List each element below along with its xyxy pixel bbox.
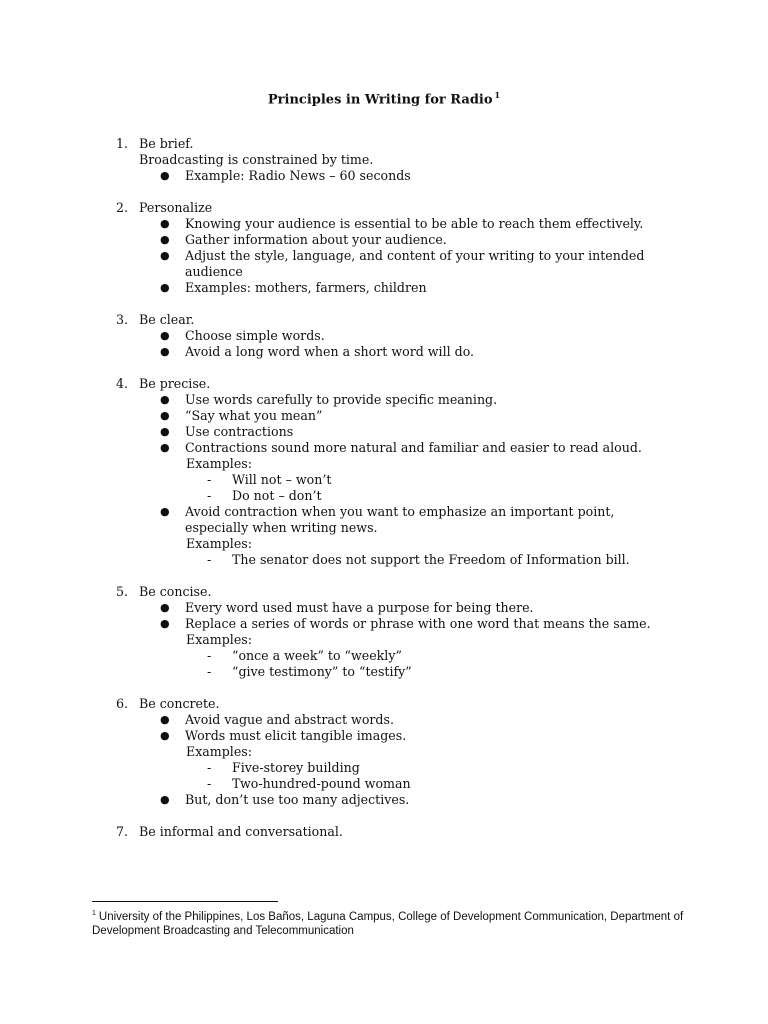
bullet-text: Knowing your audience is essential to be able to reach them effectively. bbox=[185, 216, 644, 231]
bullet-icon: ● bbox=[160, 169, 170, 182]
example-text: “once a week” to “weekly” bbox=[232, 648, 402, 663]
examples-label: Examples: bbox=[186, 456, 252, 471]
section-number: 3. bbox=[116, 312, 129, 327]
bullet-icon: ● bbox=[160, 441, 170, 454]
section-heading-text: Be precise. bbox=[139, 376, 211, 391]
bullet-text: Example: Radio News – 60 seconds bbox=[185, 168, 411, 183]
section-heading bbox=[0, 824, 768, 840]
example-item bbox=[0, 472, 768, 488]
title-footnote-mark: 1 bbox=[494, 90, 501, 100]
section-heading-text: Be brief. bbox=[139, 136, 194, 151]
section-heading bbox=[0, 696, 768, 712]
list-item bbox=[0, 584, 768, 680]
bullet-icon: ● bbox=[160, 217, 170, 230]
bullet-text: Words must elicit tangible images. bbox=[185, 728, 407, 743]
bullet-item bbox=[0, 408, 665, 424]
bullet-icon: ● bbox=[160, 729, 170, 742]
examples-label: Examples: bbox=[186, 536, 252, 551]
bullet-text: But, don’t use too many adjectives. bbox=[185, 792, 410, 807]
dash-icon: - bbox=[207, 664, 212, 679]
bullet-text: Choose simple words. bbox=[185, 328, 325, 343]
bullet-item bbox=[0, 712, 665, 728]
bullet-icon: ● bbox=[160, 329, 170, 342]
bullet-icon: ● bbox=[160, 409, 170, 422]
examples-label: Examples: bbox=[186, 632, 252, 647]
list-item bbox=[0, 824, 768, 840]
bullet-text: Avoid contraction when you want to emphasize an important point, especially when writing news. bbox=[185, 504, 615, 535]
bullet-item bbox=[0, 248, 665, 280]
bullet-item bbox=[0, 216, 665, 232]
list-item bbox=[0, 200, 768, 296]
bullet-icon: ● bbox=[160, 281, 170, 294]
bullet-text: Adjust the style, language, and content of your writing to your intended audience bbox=[185, 248, 645, 279]
section-number: 7. bbox=[116, 824, 129, 839]
bullet-item bbox=[0, 328, 665, 344]
bullet-item bbox=[0, 616, 665, 632]
footnote-text: University of the Philippines, Los Baños, Laguna Campus, College of Development Communication, Department of Development Broadcasting and Telecommunication bbox=[92, 910, 684, 937]
section-heading-text: Personalize bbox=[139, 200, 213, 215]
bullet-text: Use contractions bbox=[185, 424, 294, 439]
section-number: 5. bbox=[116, 584, 129, 599]
bullet-text: Avoid vague and abstract words. bbox=[185, 712, 394, 727]
dash-icon: - bbox=[207, 776, 212, 791]
dash-icon: - bbox=[207, 760, 212, 775]
example-item bbox=[0, 552, 768, 568]
bullet-item bbox=[0, 280, 665, 296]
bullet-item bbox=[0, 728, 665, 744]
bullet-text: Contractions sound more natural and familiar and easier to read aloud. bbox=[185, 440, 642, 455]
dash-icon: - bbox=[207, 552, 212, 567]
section-number: 2. bbox=[116, 200, 129, 215]
bullet-item bbox=[0, 600, 665, 616]
dash-icon: - bbox=[207, 648, 212, 663]
example-text: “give testimony” to “testify” bbox=[232, 664, 412, 679]
section-number: 6. bbox=[116, 696, 129, 711]
list-item bbox=[0, 312, 768, 360]
bullet-text: Gather information about your audience. bbox=[185, 232, 447, 247]
example-text: Will not – won’t bbox=[232, 472, 332, 487]
section-number: 1. bbox=[116, 136, 129, 151]
section-heading-text: Be informal and conversational. bbox=[139, 824, 343, 839]
bullet-text: Replace a series of words or phrase with one word that means the same. bbox=[185, 616, 651, 631]
section-number: 4. bbox=[116, 376, 129, 391]
bullet-icon: ● bbox=[160, 425, 170, 438]
example-item bbox=[0, 488, 768, 504]
section-heading bbox=[0, 200, 768, 216]
example-item bbox=[0, 760, 768, 776]
dash-icon: - bbox=[207, 488, 212, 503]
section-heading-text: Be clear. bbox=[139, 312, 195, 327]
example-text: The senator does not support the Freedom of Information bill. bbox=[232, 552, 630, 567]
bullet-icon: ● bbox=[160, 249, 170, 262]
list-item bbox=[0, 136, 768, 184]
bullet-item bbox=[0, 168, 665, 184]
section-heading bbox=[0, 584, 768, 600]
section-heading bbox=[0, 376, 768, 392]
section-heading-text: Be concise. bbox=[139, 584, 212, 599]
bullet-item bbox=[0, 232, 665, 248]
dash-icon: - bbox=[207, 472, 212, 487]
example-text: Two-hundred-pound woman bbox=[232, 776, 411, 791]
bullet-icon: ● bbox=[160, 617, 170, 630]
list-item bbox=[0, 376, 768, 568]
bullet-icon: ● bbox=[160, 505, 170, 518]
section-heading bbox=[0, 312, 768, 328]
footnote-mark: 1 bbox=[92, 910, 96, 917]
footnote-divider bbox=[92, 901, 278, 902]
bullet-item bbox=[0, 392, 665, 408]
bullet-text: Every word used must have a purpose for being there. bbox=[185, 600, 534, 615]
section-heading-text: Be concrete. bbox=[139, 696, 220, 711]
bullet-text: “Say what you mean” bbox=[185, 408, 323, 423]
bullet-text: Avoid a long word when a short word will do. bbox=[185, 344, 475, 359]
bullet-text: Use words carefully to provide specific meaning. bbox=[185, 392, 498, 407]
example-item bbox=[0, 648, 768, 664]
example-text: Five-storey building bbox=[232, 760, 360, 775]
bullet-icon: ● bbox=[160, 601, 170, 614]
bullet-icon: ● bbox=[160, 233, 170, 246]
example-item bbox=[0, 664, 768, 680]
bullet-item bbox=[0, 504, 665, 536]
section-heading bbox=[0, 136, 768, 152]
bullet-icon: ● bbox=[160, 793, 170, 806]
bullet-icon: ● bbox=[160, 713, 170, 726]
section-note: Broadcasting is constrained by time. bbox=[139, 152, 374, 167]
principles-list bbox=[0, 136, 768, 856]
bullet-item bbox=[0, 424, 665, 440]
list-item bbox=[0, 696, 768, 808]
example-item bbox=[0, 776, 768, 792]
bullet-text: Examples: mothers, farmers, children bbox=[185, 280, 427, 295]
page-title-text: Principles in Writing for Radio bbox=[267, 92, 493, 108]
footnote bbox=[92, 907, 692, 938]
bullet-icon: ● bbox=[160, 393, 170, 406]
bullet-item bbox=[0, 344, 665, 360]
bullet-item bbox=[0, 792, 665, 808]
example-text: Do not – don’t bbox=[232, 488, 322, 503]
examples-label: Examples: bbox=[186, 744, 252, 759]
bullet-icon: ● bbox=[160, 345, 170, 358]
page-title bbox=[0, 87, 768, 108]
bullet-item bbox=[0, 440, 665, 456]
